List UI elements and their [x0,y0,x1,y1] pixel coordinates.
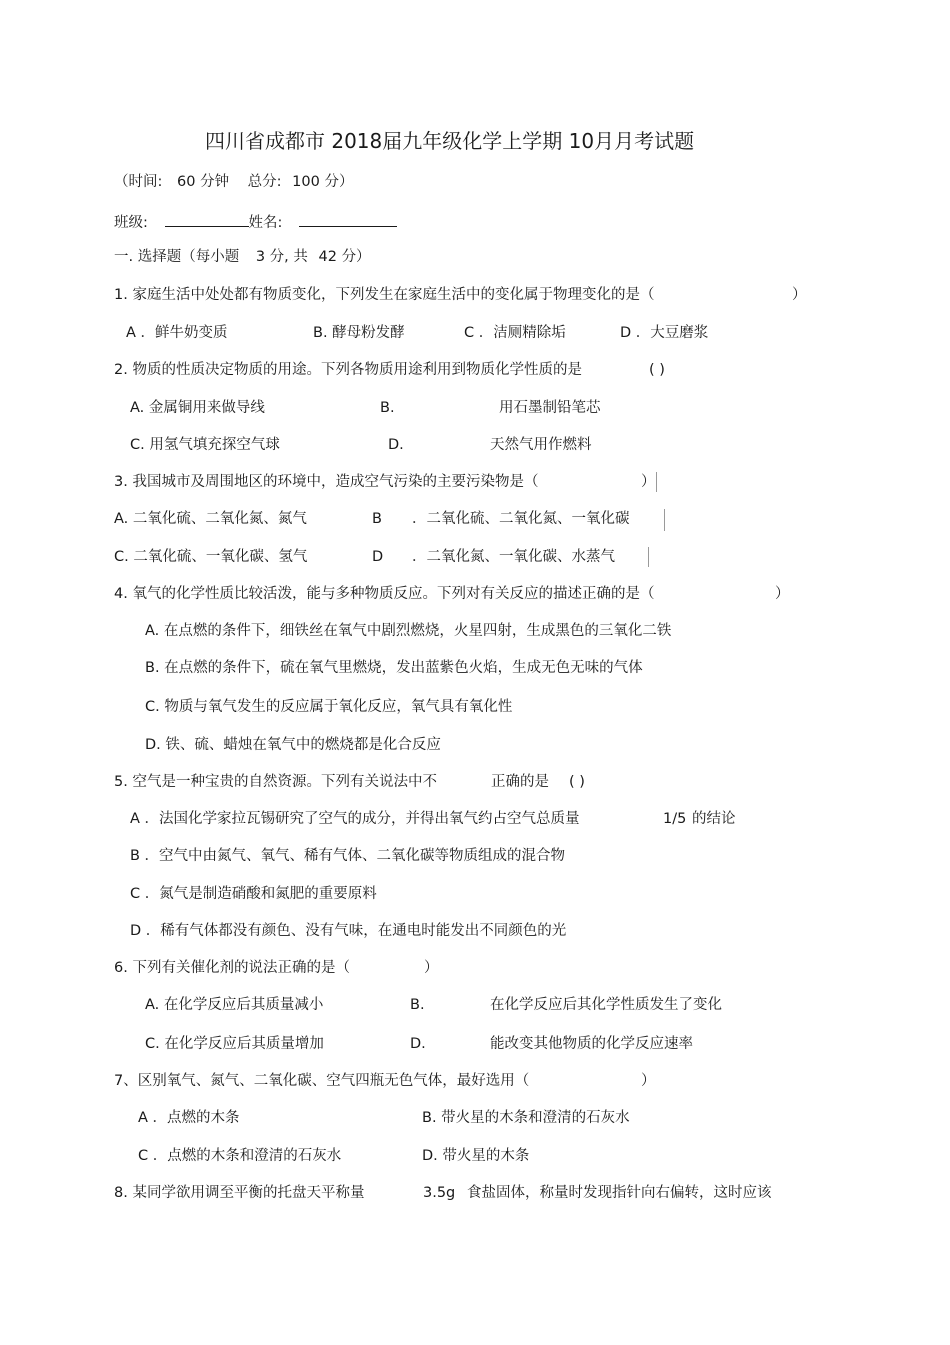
q4-option-a: A. 在点燃的条件下，细铁丝在氧气中剧烈燃烧，火星四射，生成黑色的三氧化二铁 [145,623,672,639]
q2-option-b-letter: B. [380,400,395,416]
q3-close: ） [641,474,656,490]
q5-option-c: C ．氮气是制造硝酸和氮肥的重要原料 [130,886,377,902]
q1-option-c: C ．洁厕精除垢 [464,325,566,341]
q7-option-c: C ．点燃的木条和澄清的石灰水 [138,1148,342,1164]
q5-option-a-fraction: 1/5 [663,811,687,827]
title-prefix: 四川省成都市 [205,129,325,153]
section-total: 42 [318,249,337,265]
name-blank[interactable] [299,210,397,227]
exam-title [205,128,694,154]
exam-time-info [114,172,353,192]
q2-option-b: 用石墨制铅笔芯 [499,400,601,416]
q3-option-b-letter: B [372,511,382,527]
total-score: 100 [292,174,320,190]
q6-option-b: 在化学反应后其化学性质发生了变化 [490,997,722,1013]
q6-stem: 6. 下列有关催化剂的说法正确的是（ [114,960,350,976]
q8-stem: 8. 某同学欲用调至平衡的托盘天平称量 [114,1185,365,1201]
time-unit: 分钟 [200,174,230,190]
q8-stem-tail: 食盐固体，称量时发现指针向右偏转，这时应该 [467,1185,772,1201]
title-year: 2018 [331,129,383,153]
q3-option-a: A. 二氧化硫、二氧化氮、氮气 [114,511,307,527]
q2-option-d: 天然气用作燃料 [490,437,592,453]
class-name-row [114,210,397,233]
section-header [114,247,371,267]
q3-option-d: ．二氧化氮、一氧化碳、水蒸气 [412,549,615,565]
q1-option-a: A ．鲜牛奶变质 [126,325,228,341]
q1-option-d: D ．大豆磨浆 [620,325,709,341]
q3-stem: 3. 我国城市及周围地区的环境中，造成空气污染的主要污染物是（ [114,474,539,490]
q5-stem: 5. 空气是一种宝贵的自然资源。下列有关说法中不 [114,774,437,790]
margin-line [656,472,657,492]
q4-option-d: D. 铁、硫、蜡烛在氧气中的燃烧都是化合反应 [145,737,441,753]
q7-stem: 7、区别氧气、氮气、二氧化碳、空气四瓶无色气体，最好选用（ [114,1073,530,1089]
q1-stem: 1. 家庭生活中处处都有物质变化，下列发生在家庭生活中的变化属于物理变化的是（ [114,287,655,303]
q4-stem: 4. 氧气的化学性质比较活泼，能与多种物质反应。下列对有关反应的描述正确的是（ [114,586,655,602]
q2-option-a: A. 金属铜用来做导线 [130,400,265,416]
class-label: 班级: [114,215,148,231]
title-suffix: 月月考试题 [594,129,695,153]
q4-option-c: C. 物质与氧气发生的反应属于氧化反应，氧气具有氧化性 [145,699,513,715]
q3-option-b: ．二氧化硫、二氧化氮、一氧化碳 [412,511,630,527]
q1-option-b: B. 酵母粉发酵 [313,325,405,341]
q4-close: ） [775,586,790,602]
q8-mass: 3.5g [423,1185,456,1201]
section-points-unit: 分, 共 [269,249,308,265]
q7-close: ） [641,1073,656,1089]
total-label: 总分: [247,174,282,190]
section-total-unit: 分） [341,249,371,265]
q2-option-c: C. 用氢气填充探空气球 [130,437,280,453]
q2-stem: 2. 物质的性质决定物质的用途。下列各物质用途利用到物质化学性质的是 [114,362,582,378]
q7-option-a: A ．点燃的木条 [138,1110,240,1126]
name-label: 姓名: [248,215,283,231]
q6-option-d: 能改变其他物质的化学反应速率 [490,1036,693,1052]
margin-line [648,547,649,567]
q2-option-d-letter: D. [388,437,404,453]
q6-close: ） [424,960,439,976]
q6-option-b-letter: B. [410,997,425,1013]
q3-option-d-letter: D [372,549,384,565]
q4-option-b: B. 在点燃的条件下，硫在氧气里燃烧，发出蓝紫色火焰，生成无色无味的气体 [145,660,643,676]
q5-option-a-tail: 的结论 [692,811,736,827]
time-open: （时间: [114,174,163,190]
q5-option-d: D ．稀有气体都没有颜色、没有气味，在通电时能发出不同颜色的光 [130,923,567,939]
q6-option-a: A. 在化学反应后其质量减小 [145,997,324,1013]
q6-option-d-letter: D. [410,1036,426,1052]
score-unit: 分） [324,174,354,190]
q6-option-c: C. 在化学反应后其质量增加 [145,1036,324,1052]
section-points: 3 [255,249,266,265]
q5-option-b: B ．空气中由氮气、氧气、稀有气体、二氧化碳等物质组成的混合物 [130,848,566,864]
q7-option-d: D. 带火星的木条 [422,1148,530,1164]
q3-option-c: C. 二氧化硫、一氧化碳、氢气 [114,549,308,565]
section-label: 一. 选择题（每小题 [114,249,240,265]
q2-paren: ( ) [649,362,665,378]
title-mid: 届九年级化学上学期 [382,129,563,153]
title-month: 10 [568,129,595,153]
q5-stem-2: 正确的是 [491,774,549,790]
margin-line [664,509,665,531]
class-blank[interactable] [165,210,249,227]
time-minutes: 60 [177,174,196,190]
q5-option-a: A ．法国化学家拉瓦锡研究了空气的成分，并得出氧气约占空气总质量 [130,811,580,827]
q1-close: ） [792,287,807,303]
q7-option-b: B. 带火星的木条和澄清的石灰水 [422,1110,630,1126]
q5-paren: ( ) [569,774,585,790]
